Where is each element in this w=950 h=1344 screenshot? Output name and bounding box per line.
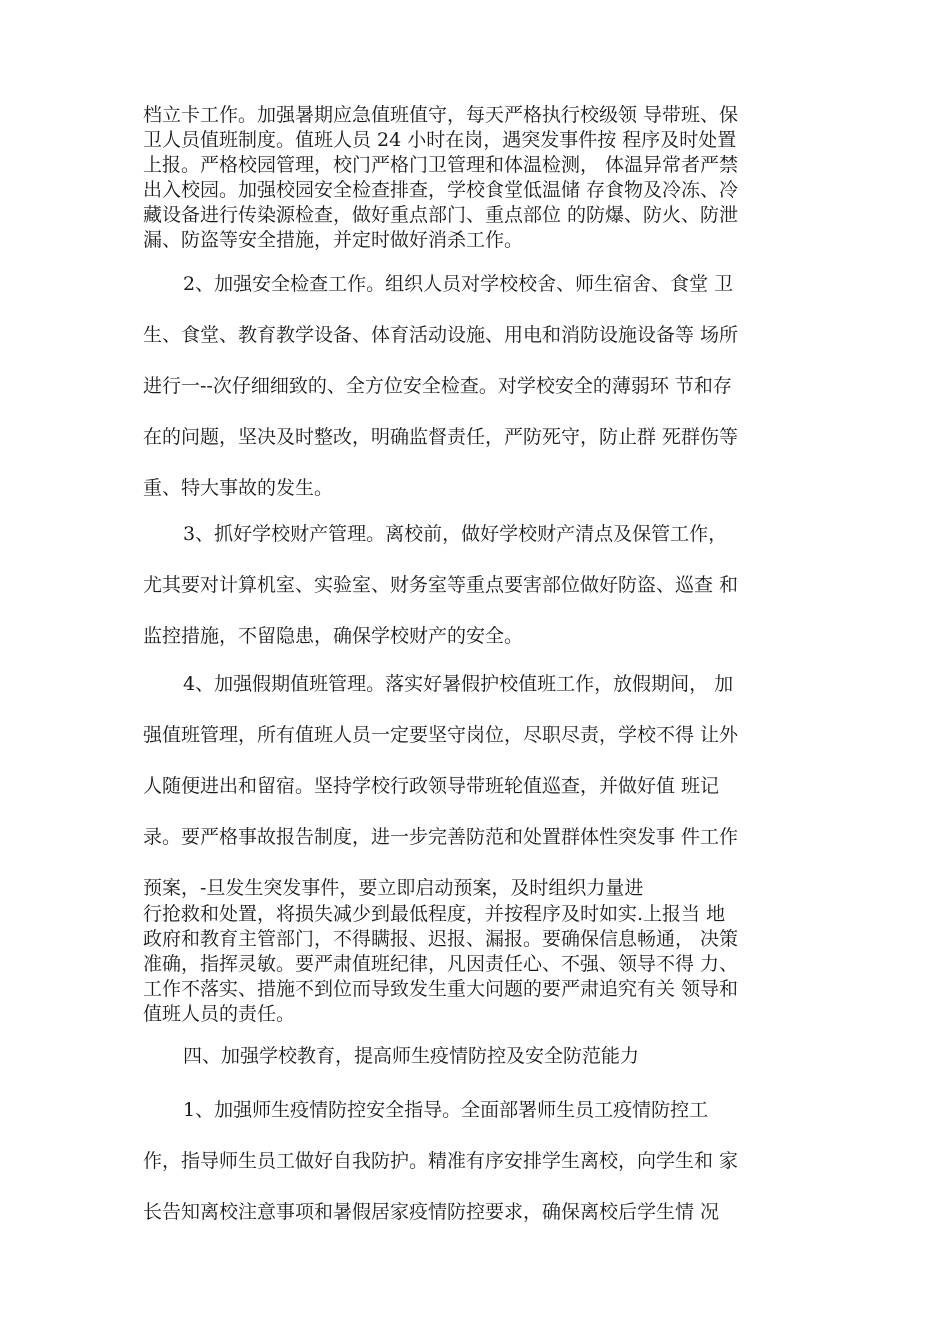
text-line: 行抢救和处置，将损失减少到最低程度，并按程序及时如实.上报当 地 — [143, 903, 726, 925]
text-line: 出入校园。加强校园安全检查排查，学校食堂低温储 存食物及冷冻、冷 — [143, 179, 739, 201]
text-line: 在的问题，坚决及时整改，明确监督责任，严防死守，防止群 死群伤等 — [143, 426, 739, 448]
section-heading-4 — [143, 1031, 818, 1082]
text-line: 藏设备进行传染源检查，做好重点部门、重点部位 的防爆、防火、防泄 — [143, 204, 739, 226]
text-line: 监控措施，不留隐患，确保学校财产的安全。 — [143, 625, 524, 647]
text-line: 长告知离校注意事项和暑假居家疫情防控要求，确保离校后学生情 况 — [143, 1201, 720, 1223]
text-line: 政府和教育主管部门，不得瞒报、迟报、漏报。要确保信息畅通， 决策 — [143, 928, 739, 950]
text-line: 4、加强假期值班管理。落实好暑假护校值班工作，放假期间， 加 — [183, 673, 734, 695]
paragraph-duty-continued — [143, 103, 818, 253]
text-line: 上报。严格校园管理，校门严格门卫管理和体温检测， 体温异常者严禁 — [143, 154, 739, 176]
text-line: 作，指导师生员工做好自我防护。精准有序安排学生离校，向学生和 家 — [143, 1150, 739, 1172]
text-line: 准确，指挥灵敏。要严肃值班纪律，凡因责任心、不强、领导不得 力、 — [143, 953, 739, 975]
paragraph-safety-inspection — [143, 259, 818, 514]
text-line: 漏、防盗等安全措施，并定时做好消杀工作。 — [143, 229, 524, 251]
paragraph-property-management — [143, 509, 818, 662]
text-line: 进行一--次仔细细致的、全方位安全检查。对学校安全的薄弱环 节和存 — [143, 375, 732, 397]
text-line: 2、加强安全检查工作。组织人员对学校校舍、师生宿舍、食堂 卫 — [183, 273, 734, 295]
text-line: 1、加强师生疫情防控安全指导。全面部署师生员工疫情防控工 — [183, 1099, 709, 1121]
text-line: 值班人员的责任。 — [143, 1003, 296, 1025]
text-line: 尤其要对计算机室、实验室、财务室等重点要害部位做好防盗、巡查 和 — [143, 574, 739, 596]
text-line: 档立卡工作。加强暑期应急值班值守，每天严格执行校级领 导带班、保 — [143, 104, 739, 126]
text-line: 生、食堂、教育教学设备、体育活动设施、用电和消防设施设备等 场所 — [143, 324, 739, 346]
paragraph-holiday-duty — [143, 659, 818, 914]
text-line: 工作不落实、措施不到位而导致发生重大问题的要严肃追究有关 领导和 — [143, 978, 739, 1000]
text-line: 卫人员值班制度。值班人员 24 小时在岗，遇突发事件按 程序及时处置 — [143, 129, 737, 151]
text-line: 录。要严格事故报告制度，进一步完善防范和处置群体性突发事 件工作 — [143, 826, 739, 848]
paragraph-duty-discipline — [143, 902, 818, 1027]
paragraph-epidemic-guidance — [143, 1085, 818, 1238]
text-line: 强值班管理，所有值班人员一定要坚守岗位，尽职尽责，学校不得 让外 — [143, 724, 739, 746]
text-line: 预案，-旦发生突发事件，要立即启动预案，及时组织力量进 — [143, 877, 644, 899]
text-line: 重、特大事故的发生。 — [143, 477, 334, 499]
text-line: 3、抓好学校财产管理。离校前，做好学校财产清点及保管工作， — [183, 523, 728, 545]
heading-text: 四、加强学校教育，提高师生疫情防控及安全防范能力 — [183, 1045, 640, 1067]
text-line: 人随便进出和留宿。坚持学校行政领导带班轮值巡查，并做好值 班记 — [143, 775, 720, 797]
